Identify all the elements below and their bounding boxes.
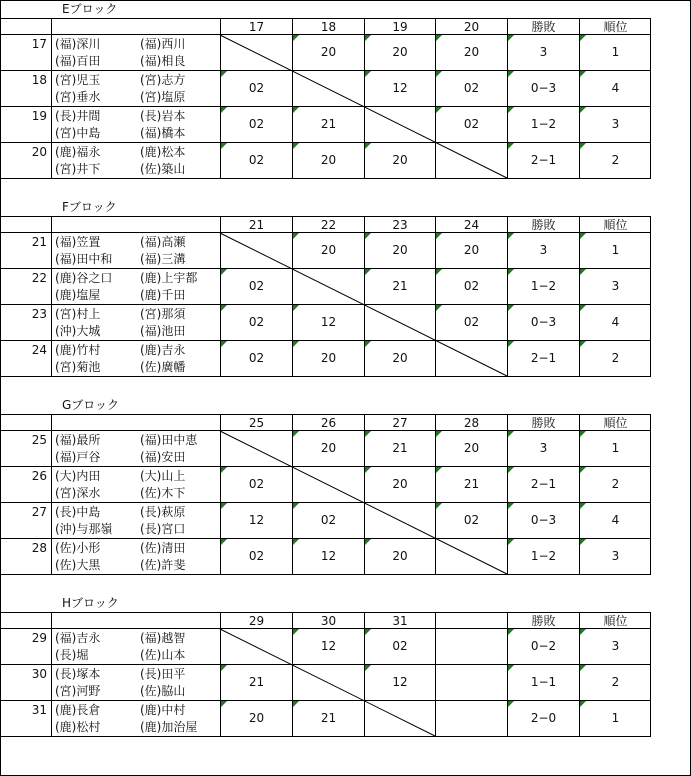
score-cell: 20 [292,233,364,268]
winloss-cell: 3 [507,233,579,268]
player-3: (福)百田 [55,54,101,68]
player-1: (福)吉永 [55,631,101,645]
rank-cell: 2 [579,467,651,502]
score-cell: 20 [364,341,435,376]
block-table [0,414,651,575]
score-cell: 02 [220,467,292,502]
rank-cell: 1 [579,701,651,736]
score-cell: 20 [364,539,435,574]
player-3: (沖)大城 [55,324,101,338]
player-4: (福)橋本 [140,126,186,140]
player-number: 25 [31,433,47,447]
rank-cell: 2 [579,665,651,700]
player-2: (鹿)中村 [140,703,186,717]
self-match-diagonal [0,18,651,179]
header-winloss: 勝敗 [507,19,579,35]
player-4: (長)宮口 [140,522,186,536]
player-number: 31 [31,703,47,717]
winloss-cell: 1−1 [507,665,579,700]
player-1: (鹿)竹村 [55,343,101,357]
header-opponent-3: 19 [364,19,435,35]
score-cell: 12 [292,629,364,664]
header-rank: 順位 [579,217,651,233]
score-cell: 02 [220,107,292,142]
player-3: (福)戸谷 [55,450,101,464]
score-cell: 02 [435,503,507,538]
player-2: (長)田平 [140,667,186,681]
winloss-cell: 1−2 [507,269,579,304]
player-number: 29 [31,631,47,645]
player-number: 18 [31,73,47,87]
player-3: (宮)井下 [55,162,101,176]
score-cell: 21 [364,269,435,304]
player-1: (福)笠置 [55,235,101,249]
player-3: (鹿)塩屋 [55,288,101,302]
block-title: Hブロック [62,596,119,610]
score-cell: 02 [435,269,507,304]
score-cell: 02 [220,143,292,178]
header-opponent-1: 17 [220,19,292,35]
header-rank: 順位 [579,19,651,35]
player-number: 19 [31,109,47,123]
score-cell: 20 [435,431,507,466]
score-cell: 02 [220,269,292,304]
player-2: (長)萩原 [140,505,186,519]
header-winloss: 勝敗 [507,217,579,233]
score-cell: 21 [364,431,435,466]
score-cell: 02 [364,629,435,664]
player-number: 24 [31,343,47,357]
rank-cell: 2 [579,341,651,376]
player-1: (鹿)長倉 [55,703,101,717]
player-2: (福)田中恵 [140,433,198,447]
rank-cell: 1 [579,233,651,268]
player-1: (長)井間 [55,109,101,123]
score-cell: 02 [435,107,507,142]
player-number: 17 [31,37,47,51]
winloss-cell: 2−0 [507,701,579,736]
block-title: Eブロック [62,2,118,16]
player-2: (佐)清田 [140,541,186,555]
player-1: (福)最所 [55,433,101,447]
header-opponent-3: 23 [364,217,435,233]
winloss-cell: 2−1 [507,467,579,502]
player-3: (宮)中島 [55,126,101,140]
block-title: Gブロック [62,398,120,412]
score-cell: 20 [364,233,435,268]
player-1: (長)中島 [55,505,101,519]
rank-cell: 3 [579,539,651,574]
player-1: (福)深川 [55,37,101,51]
player-number: 20 [31,145,47,159]
header-winloss: 勝敗 [507,613,579,629]
score-cell: 02 [220,341,292,376]
header-opponent-1: 21 [220,217,292,233]
score-cell: 02 [220,305,292,340]
player-number: 26 [31,469,47,483]
player-1: (大)内田 [55,469,101,483]
player-number: 30 [31,667,47,681]
score-cell: 21 [292,701,364,736]
header-opponent-4: 20 [435,19,507,35]
header-opponent-2: 22 [292,217,364,233]
player-3: (鹿)松村 [55,720,101,734]
score-cell: 02 [220,71,292,106]
score-cell: 12 [292,539,364,574]
self-match-diagonal [0,612,651,737]
winloss-cell: 0−3 [507,71,579,106]
player-2: (宮)志方 [140,73,186,87]
player-4: (福)安田 [140,450,186,464]
player-3: (宮)菊池 [55,360,101,374]
header-opponent-4: 24 [435,217,507,233]
header-opponent-3: 27 [364,415,435,431]
player-4: (鹿)千田 [140,288,186,302]
diagonal-line [220,35,507,178]
self-match-diagonal [0,216,651,377]
header-winloss: 勝敗 [507,415,579,431]
score-cell: 20 [292,35,364,70]
winloss-cell: 3 [507,431,579,466]
header-opponent-1: 25 [220,415,292,431]
player-4: (佐)山本 [140,648,186,662]
player-1: (鹿)谷之口 [55,271,113,285]
player-3: (宮)河野 [55,684,101,698]
score-cell: 12 [364,71,435,106]
player-4: (福)相良 [140,54,186,68]
player-4: (鹿)加治屋 [140,720,198,734]
block-table [0,18,651,179]
player-2: (長)岩本 [140,109,186,123]
player-4: (佐)築山 [140,162,186,176]
player-2: (宮)那須 [140,307,186,321]
score-cell: 02 [292,503,364,538]
winloss-cell: 3 [507,35,579,70]
diagonal-line [220,629,435,736]
player-1: (宮)児玉 [55,73,101,87]
player-2: (鹿)吉永 [140,343,186,357]
score-cell: 21 [220,665,292,700]
score-cell: 02 [220,539,292,574]
player-number: 23 [31,307,47,321]
rank-cell: 2 [579,143,651,178]
winloss-cell: 2−1 [507,143,579,178]
rank-cell: 1 [579,35,651,70]
score-cell: 21 [292,107,364,142]
player-2: (大)山上 [140,469,186,483]
score-cell: 20 [364,143,435,178]
winloss-cell: 0−2 [507,629,579,664]
score-cell: 20 [220,701,292,736]
player-1: (鹿)福永 [55,145,101,159]
player-1: (長)塚本 [55,667,101,681]
header-opponent-1: 29 [220,613,292,629]
rank-cell: 3 [579,269,651,304]
rank-cell: 4 [579,305,651,340]
header-opponent-2: 18 [292,19,364,35]
score-cell: 20 [435,233,507,268]
score-cell: 12 [364,665,435,700]
player-2: (福)高瀬 [140,235,186,249]
player-2: (福)越智 [140,631,186,645]
winloss-cell: 1−2 [507,107,579,142]
header-opponent-2: 26 [292,415,364,431]
block-title: Fブロック [62,200,117,214]
score-cell: 20 [292,341,364,376]
player-4: (宮)塩原 [140,90,186,104]
winloss-cell: 0−3 [507,305,579,340]
score-cell: 02 [435,71,507,106]
rank-cell: 3 [579,629,651,664]
winloss-cell: 0−3 [507,503,579,538]
player-3: (長)堀 [55,648,89,662]
player-1: (佐)小形 [55,541,101,555]
player-2: (鹿)松本 [140,145,186,159]
score-cell: 20 [435,35,507,70]
score-cell: 02 [435,305,507,340]
player-number: 28 [31,541,47,555]
player-2: (鹿)上宇都 [140,271,198,285]
player-3: (福)田中和 [55,252,113,266]
player-3: (佐)大黒 [55,558,101,572]
winloss-cell: 1−2 [507,539,579,574]
player-4: (佐)木下 [140,486,186,500]
score-cell: 20 [292,143,364,178]
block-table [0,612,651,737]
player-2: (福)西川 [140,37,186,51]
player-3: (沖)与那嶺 [55,522,113,536]
winloss-cell: 2−1 [507,341,579,376]
rank-cell: 3 [579,107,651,142]
header-rank: 順位 [579,415,651,431]
player-number: 27 [31,505,47,519]
player-4: (福)三溝 [140,252,186,266]
player-4: (佐)廣幡 [140,360,186,374]
score-cell: 21 [435,467,507,502]
player-4: (佐)脇山 [140,684,186,698]
header-opponent-4: 28 [435,415,507,431]
header-rank: 順位 [579,613,651,629]
player-3: (宮)垂水 [55,90,101,104]
score-cell: 20 [364,35,435,70]
score-cell: 20 [292,431,364,466]
score-cell: 12 [220,503,292,538]
player-number: 22 [31,271,47,285]
diagonal-line [220,233,507,376]
rank-cell: 4 [579,503,651,538]
player-3: (宮)深水 [55,486,101,500]
score-cell: 12 [292,305,364,340]
player-1: (宮)村上 [55,307,101,321]
rank-cell: 1 [579,431,651,466]
self-match-diagonal [0,414,651,575]
header-opponent-3: 31 [364,613,435,629]
score-cell: 20 [364,467,435,502]
block-table [0,216,651,377]
header-opponent-2: 30 [292,613,364,629]
player-4: (福)池田 [140,324,186,338]
player-number: 21 [31,235,47,249]
player-4: (佐)許斐 [140,558,186,572]
rank-cell: 4 [579,71,651,106]
diagonal-line [220,431,507,574]
